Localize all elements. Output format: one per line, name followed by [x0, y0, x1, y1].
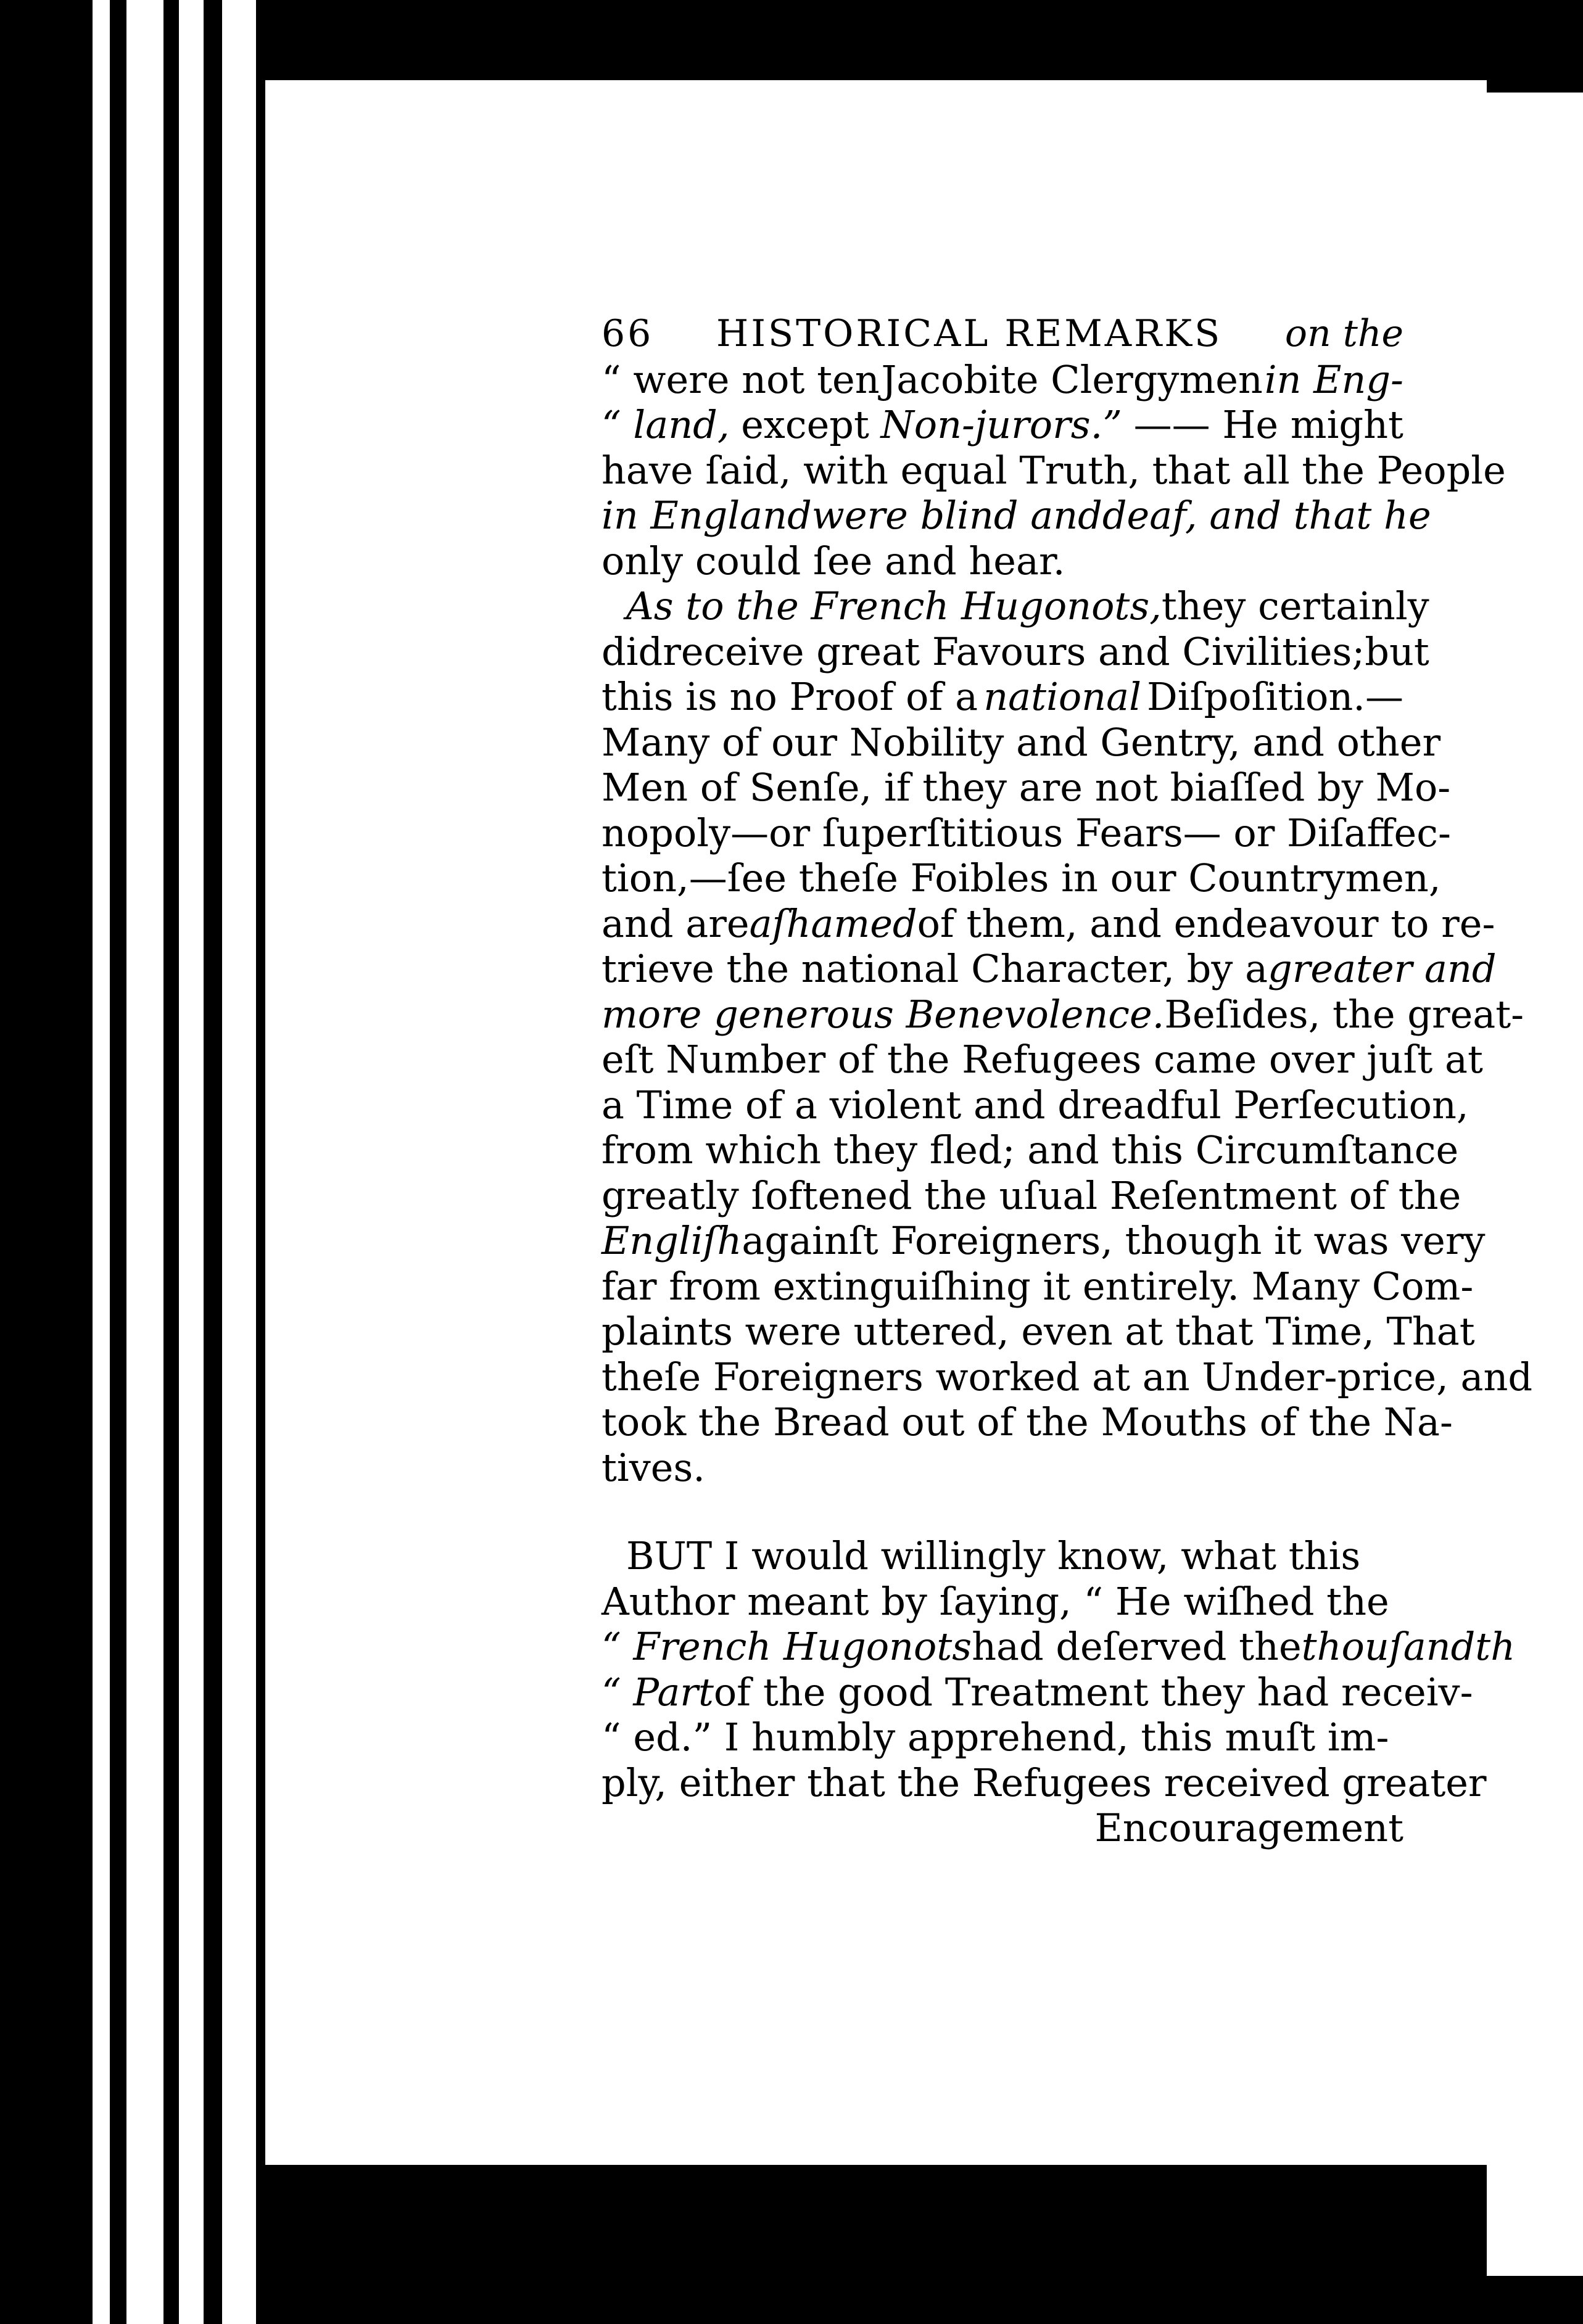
text-span: Diſpoſition.—	[1147, 674, 1403, 719]
text-line	[601, 447, 1506, 493]
text-span: tives.	[601, 1444, 705, 1490]
page-edge-band	[179, 0, 204, 2324]
text-span: Jacobite Clergymen	[881, 356, 1263, 402]
text-line	[601, 810, 1451, 856]
text-line	[601, 1309, 1475, 1354]
text-span: from which they fled; and this Circumſtance	[601, 1127, 1459, 1172]
text-line	[601, 900, 1495, 947]
text-line	[601, 1533, 1403, 1579]
text-span: of the good Treatment they had receiv-	[713, 1669, 1473, 1715]
text-span: but	[1365, 628, 1429, 674]
text-line	[601, 855, 1441, 901]
text-line	[601, 357, 1403, 403]
text-span: As to the French Hugonots,	[626, 583, 1162, 628]
page-number: 66	[601, 312, 654, 355]
text-line	[601, 538, 1403, 584]
text-span: trieve the national Character, by a	[601, 946, 1268, 991]
text-line	[601, 1172, 1461, 1219]
text-span: aſhamed	[749, 900, 917, 946]
text-span: “ ed.” I humbly apprehend, this muſt im-	[601, 1715, 1389, 1760]
catchword	[601, 1805, 1403, 1851]
text-span: they certainly	[1161, 583, 1429, 628]
text-span: deaf, and that he	[1102, 493, 1431, 538]
text-span: had deſerved the	[972, 1624, 1302, 1669]
text-line	[601, 1445, 1403, 1491]
text-span: ply, either that the Refugees received greater	[601, 1760, 1487, 1805]
running-header	[601, 311, 1403, 357]
text-span: Beſides, the great-	[1164, 991, 1524, 1037]
text-line	[601, 1715, 1403, 1760]
text-line	[601, 1127, 1459, 1173]
text-span: “ Part	[601, 1669, 714, 1715]
text-span: Non-jurors.”	[880, 402, 1122, 447]
text-span: more generous Benevolence.	[601, 991, 1165, 1037]
text-line	[601, 1037, 1483, 1082]
text-line	[601, 1354, 1533, 1400]
text-line	[601, 628, 1429, 675]
text-line	[601, 1624, 1516, 1670]
text-span: this is no Proof of a	[601, 674, 978, 719]
text-line	[601, 1218, 1486, 1264]
text-span: only could ſee and hear.	[601, 538, 1065, 583]
page-edge-band	[93, 0, 110, 2324]
page-edge-band	[126, 0, 163, 2324]
text-line	[601, 1669, 1473, 1715]
text-line	[601, 1082, 1469, 1128]
page-edge-band	[222, 0, 256, 2324]
text-span: in Eng-	[1264, 356, 1403, 402]
text-line	[601, 719, 1441, 765]
text-span: receive great Favours and Civilities;	[663, 628, 1365, 674]
text-span: thouſandth	[1301, 1624, 1516, 1669]
text-span: a Time of a violent and dreadful Perſecution,	[601, 1082, 1469, 1127]
text-span: Engliſh	[601, 1218, 742, 1263]
text-span: except	[741, 402, 869, 447]
text-line	[601, 991, 1524, 1037]
page-text	[601, 311, 1533, 1851]
text-span: againſt Foreigners, though it was very	[742, 1218, 1486, 1263]
text-span: —— He might	[1133, 402, 1403, 447]
text-span: Author meant by ſaying, “ He wiſhed the	[601, 1578, 1389, 1624]
text-span: of them, and endeavour to re-	[917, 900, 1495, 946]
text-span: Many of our Nobility and Gentry, and other	[601, 719, 1441, 765]
text-span: tion,—ſee theſe Foibles in our Countrymen,	[601, 855, 1441, 900]
running-title-end: on the	[1284, 312, 1403, 355]
text-line	[601, 1760, 1487, 1806]
text-line	[601, 583, 1429, 629]
text-span: BUT I would willingly know, what this	[626, 1533, 1361, 1578]
text-span: Men of Senſe, if they are not biaſſed by Mo-	[601, 765, 1451, 810]
text-span: “ were not ten	[601, 356, 880, 402]
text-line	[601, 1579, 1403, 1625]
text-line	[601, 1399, 1453, 1445]
text-span: in England	[601, 493, 812, 538]
text-line	[601, 946, 1497, 992]
text-span: “ French Hugonots	[601, 1624, 972, 1669]
text-span: national	[983, 674, 1141, 719]
text-span: and are	[601, 900, 750, 946]
text-span: have ſaid, with equal Truth, that all the People	[601, 447, 1506, 493]
text-line	[601, 402, 1403, 448]
text-span: nopoly—or ſuperſtitious Fears— or Diſaffec-	[601, 810, 1451, 855]
text-span: took the Bread out of the Mouths of the Na-	[601, 1399, 1453, 1444]
text-span: far from extinguiſhing it entirely. Many Com-	[601, 1263, 1474, 1309]
text-line	[601, 674, 1403, 720]
text-span: theſe Foreigners worked at an Under-price, and	[601, 1354, 1533, 1399]
text-span: were blind and	[811, 493, 1102, 538]
text-span: greater and	[1268, 946, 1497, 991]
text-line	[601, 493, 1431, 538]
running-title: HISTORICAL REMARKS	[716, 312, 1223, 355]
text-span: “ land,	[601, 402, 730, 447]
text-line	[601, 765, 1451, 810]
catchword-text: Encouragement	[1094, 1805, 1403, 1850]
text-span: plaints were uttered, even at that Time, That	[601, 1309, 1475, 1354]
text-span: greatly ſoftened the uſual Reſentment of the	[601, 1172, 1461, 1218]
text-span: did	[601, 628, 663, 674]
text-line	[601, 1263, 1474, 1309]
text-span: eſt Number of the Refugees came over juſt at	[601, 1037, 1483, 1082]
next-page-edge	[1487, 93, 1583, 2276]
